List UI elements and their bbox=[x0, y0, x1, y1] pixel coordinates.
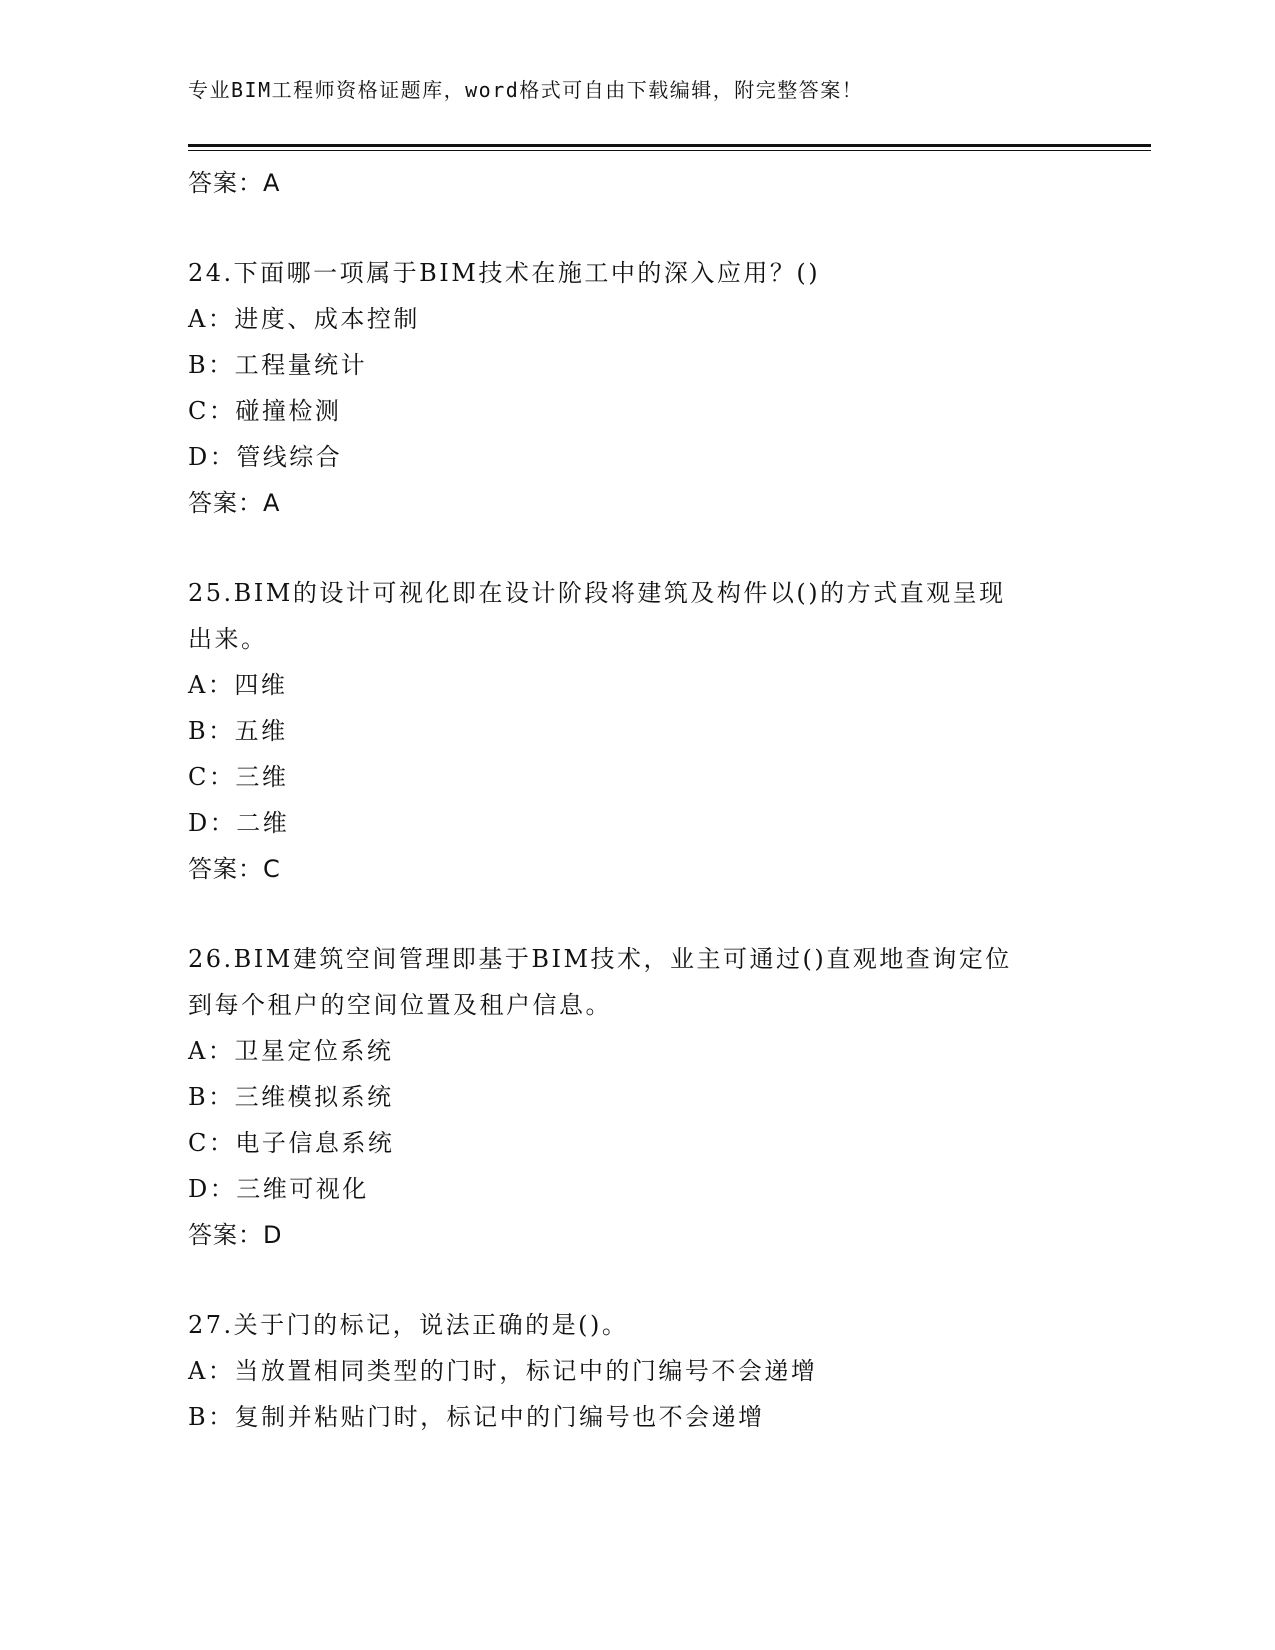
answer-line: 答案：A bbox=[188, 169, 281, 197]
question-stem: 26.BIM建筑空间管理即基于BIM技术，业主可通过()直观地查询定位 bbox=[188, 945, 1012, 973]
question-content bbox=[188, 160, 1088, 1440]
question-stem-continued: 到每个租户的空间位置及租户信息。 bbox=[188, 991, 612, 1019]
option-d: D：三维可视化 bbox=[188, 1175, 369, 1203]
option-b: B：工程量统计 bbox=[188, 351, 368, 379]
header-divider bbox=[188, 144, 1151, 147]
option-d: D：二维 bbox=[188, 809, 290, 837]
header-divider-thin bbox=[188, 150, 1151, 151]
option-b: B：三维模拟系统 bbox=[188, 1083, 394, 1111]
spacer bbox=[188, 206, 1088, 250]
option-b: B：复制并粘贴门时，标记中的门编号也不会递增 bbox=[188, 1403, 765, 1431]
answer-line: 答案：C bbox=[188, 855, 281, 883]
option-b: B：五维 bbox=[188, 717, 288, 745]
option-a: A：进度、成本控制 bbox=[188, 305, 420, 333]
option-c: C：碰撞检测 bbox=[188, 397, 342, 425]
question-stem: 25.BIM的设计可视化即在设计阶段将建筑及构件以()的方式直观呈现 bbox=[188, 579, 1006, 607]
spacer bbox=[188, 1258, 1088, 1302]
answer-line: 答案：A bbox=[188, 489, 281, 517]
question-stem: 24.下面哪一项属于BIM技术在施工中的深入应用？() bbox=[188, 259, 821, 287]
option-c: C：电子信息系统 bbox=[188, 1129, 395, 1157]
question-stem: 27.关于门的标记，说法正确的是()。 bbox=[188, 1311, 629, 1339]
option-a: A：当放置相同类型的门时，标记中的门编号不会递增 bbox=[188, 1357, 818, 1385]
page-header: 专业BIM工程师资格证题库，word格式可自由下载编辑，附完整答案！ bbox=[188, 78, 864, 102]
spacer bbox=[188, 526, 1088, 570]
question-stem-continued: 出来。 bbox=[188, 625, 268, 653]
option-a: A：四维 bbox=[188, 671, 288, 699]
option-a: A：卫星定位系统 bbox=[188, 1037, 394, 1065]
option-c: C：三维 bbox=[188, 763, 289, 791]
option-d: D：管线综合 bbox=[188, 443, 343, 471]
answer-line: 答案：D bbox=[188, 1221, 283, 1249]
spacer bbox=[188, 892, 1088, 936]
